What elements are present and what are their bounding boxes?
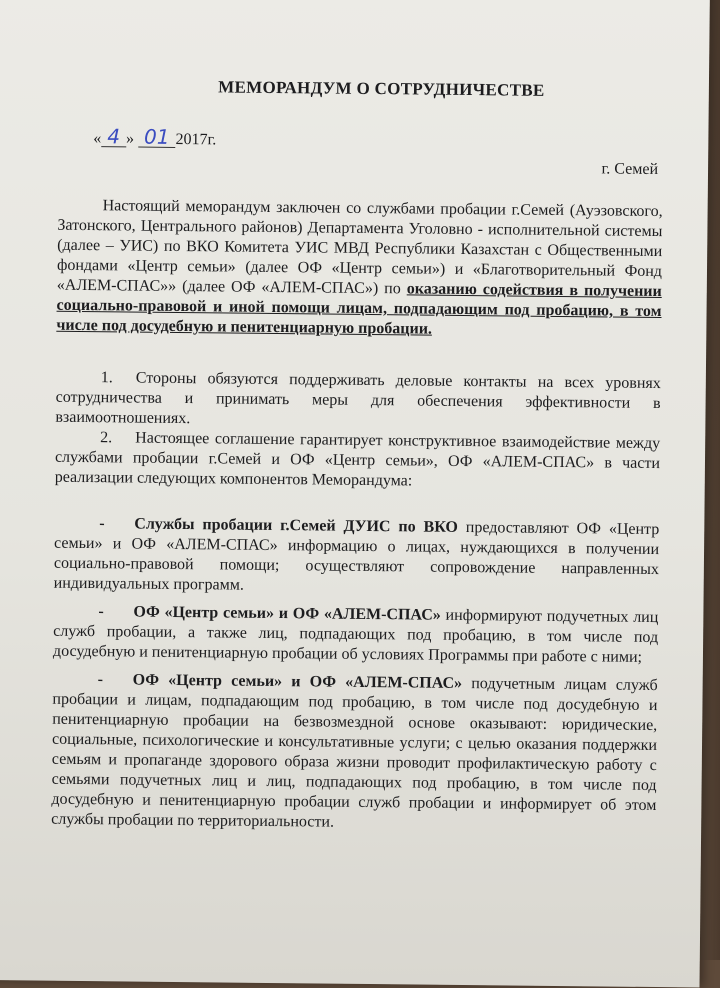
component-3-dash: -: [97, 671, 104, 689]
component-2: [53, 602, 659, 668]
component-1: [54, 514, 660, 600]
document-body: [51, 76, 664, 836]
document-title: МЕМОРАНДУМ О СОТРУДНИЧЕСТВЕ: [218, 77, 545, 100]
item-2-number: 2.: [100, 429, 113, 447]
document-date: [93, 126, 216, 150]
component-3: [51, 670, 658, 836]
date-year: 2017г.: [175, 130, 217, 149]
component-1-text: предоставляют ОФ «Центр семьи» и ОФ «АЛЕМ-СПАС» информацию о лицах, нуждающихся в получении социально-правовой помощи; осуществляют сопровождение направленных индивидуальных программ.: [53, 518, 660, 594]
item-1-text: Стороны обязуются поддерживать деловые контакты на всех уровнях сотрудничества и принимать меры для обеспечения эффективности в взаимоотношениях.: [55, 369, 661, 428]
component-1-dash: -: [99, 515, 105, 533]
date-row: [58, 126, 663, 156]
item-2-text: Настоящее соглашение гарантирует конструктивное взаимодействие между службами пробации г.Семей и ОФ «Центр семьи», ОФ «АЛЕМ-СПАС» в части реализации следующих компонентов Меморандума:: [54, 429, 661, 490]
date-month-handwritten: 01: [138, 127, 176, 148]
date-open-quote: «: [93, 130, 102, 148]
intro-paragraph: [56, 196, 662, 342]
document-city: г. Семей: [601, 160, 659, 179]
intro-text: Настоящий меморандум заключен со службами пробации г.Семей (Ауэзовского, Затонского, Центрального районов) Департамента Уголовно - исполнительной системы (далее – УИС) по ВКО Комитета УИС МВД Республики Казахстан с Общественными фондами «Центр семьи» (далее ОФ «Центр семьи») и «Благотворительный Фонд «АЛЕМ-СПАС»» (далее ОФ «АЛЕМ-СПАС») по: [56, 197, 663, 298]
intro-emphasis: оказанию содействия в получении социально-правовой и иной помощи лицам, подпадающим под пробацию, в том числе под досудебную и пенитенциарную пробации.: [56, 280, 662, 338]
component-2-text: информируют подучетных лиц служб пробации, а также лиц, подпадающих под пробацию, в том числе под досудебную и пенитенциарную пробации об условиях Программы при работе с ними;: [52, 606, 659, 666]
numbered-item-1: [55, 368, 661, 434]
date-day-handwritten: 4: [101, 126, 126, 147]
component-1-subject: Службы пробации г.Семей ДУИС по ВКО: [134, 515, 459, 536]
numbered-item-2: [55, 428, 661, 494]
component-2-subject: ОФ «Центр семьи» и ОФ «АЛЕМ-СПАС»: [133, 603, 441, 624]
component-2-dash: -: [98, 603, 104, 621]
component-3-text: подучетным лицам служб пробации и лицам, подпадающим под пробацию, в том числе под досудебную и пенитенциарную пробации на безвозмездной основе оказывают: юридические, социальные, психологические и консультативные услуги; с целью оказания поддержки семьям и пропаганде здорового образа жизни проводит профилактическую работу с семьями подучетных лиц и лиц, подпадающих под пробацию, в том числе под досудебную и пенитенциарную пробации служб пробации и информирует об этом службы пробации по территориальности.: [51, 674, 658, 831]
item-1-number: 1.: [100, 369, 113, 387]
component-3-subject: ОФ «Центр семьи» и ОФ «АЛЕМ-СПАС»: [132, 671, 463, 692]
date-close-quote: »: [125, 130, 135, 148]
